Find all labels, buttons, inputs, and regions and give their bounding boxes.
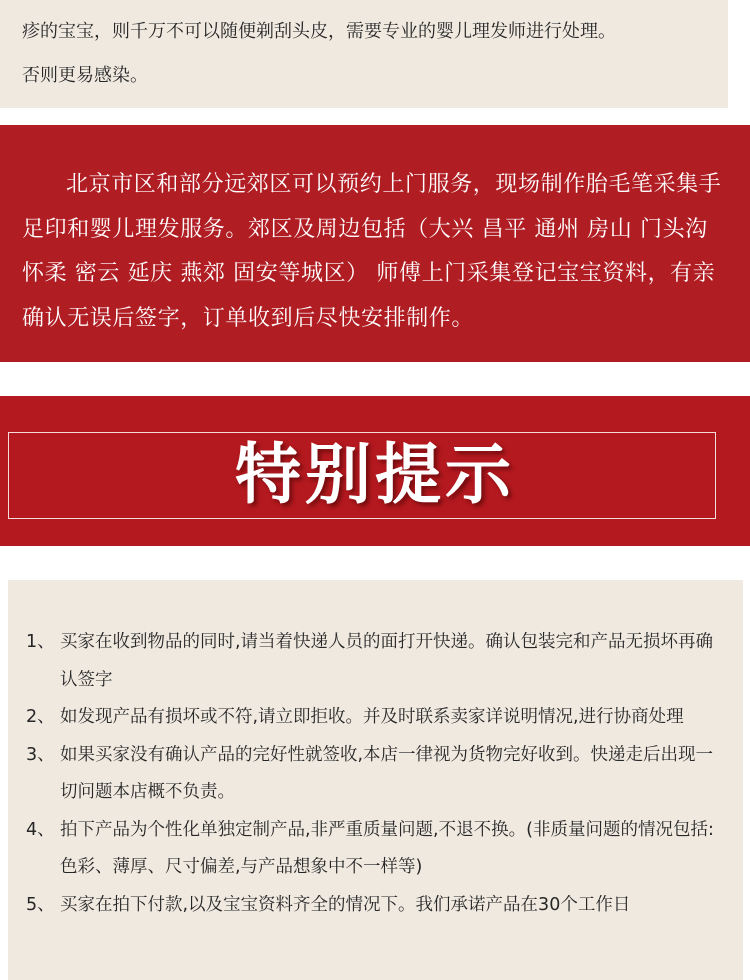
banner-title: 特别提示	[235, 435, 515, 513]
note-text: 如果买家没有确认产品的完好性就签收,本店一律视为货物完好收到。快递走后出现一切问题本店概不负责。	[60, 744, 714, 802]
note-number: 1、	[26, 632, 55, 652]
intro-line-1: 疹的宝宝，则千万不可以随便剃刮头皮，需要专业的婴儿理发师进行处理。	[22, 21, 616, 42]
intro-line-2: 否则更易感染。	[22, 65, 148, 86]
note-item	[26, 887, 723, 925]
note-text: 买家在拍下付款,以及宝宝资料齐全的情况下。我们承诺产品在30个工作日	[60, 894, 631, 915]
note-number: 5、	[26, 894, 55, 915]
note-text: 拍下产品为个性化单独定制产品,非严重质量问题,不退不换。(非质量问题的情况包括:色彩、薄厚、尺寸偏差,与产品想象中不一样等)	[60, 819, 714, 877]
note-item	[26, 812, 723, 887]
note-number: 3、	[26, 744, 55, 765]
intro-text-panel	[0, 0, 728, 108]
note-item	[26, 737, 723, 812]
home-service-text: 北京市区和部分远郊区可以预约上门服务，现场制作胎毛笔采集手足印和婴儿理发服务。郊区及周边包括（大兴 昌平 通州 房山 门头沟 怀柔 密云 延庆 燕郊 固安等城区） 师傅上门采集登记宝宝资料，有亲确认无误后签字，订单收到后尽快安排制作。	[22, 172, 722, 331]
note-text: 买家在收到物品的同时,请当着快递人员的面打开快递。确认包装完和产品无损坏再确认签字	[60, 632, 714, 690]
note-number: 2、	[26, 707, 55, 727]
note-text: 如发现产品有损坏或不符,请立即拒收。并及时联系卖家详说明情况,进行协商处理	[60, 707, 684, 727]
notes-panel	[8, 580, 743, 980]
home-service-notice	[0, 125, 750, 362]
special-notice-banner	[0, 396, 750, 546]
note-item	[26, 699, 723, 737]
note-number: 4、	[26, 819, 55, 840]
note-item	[26, 624, 723, 699]
